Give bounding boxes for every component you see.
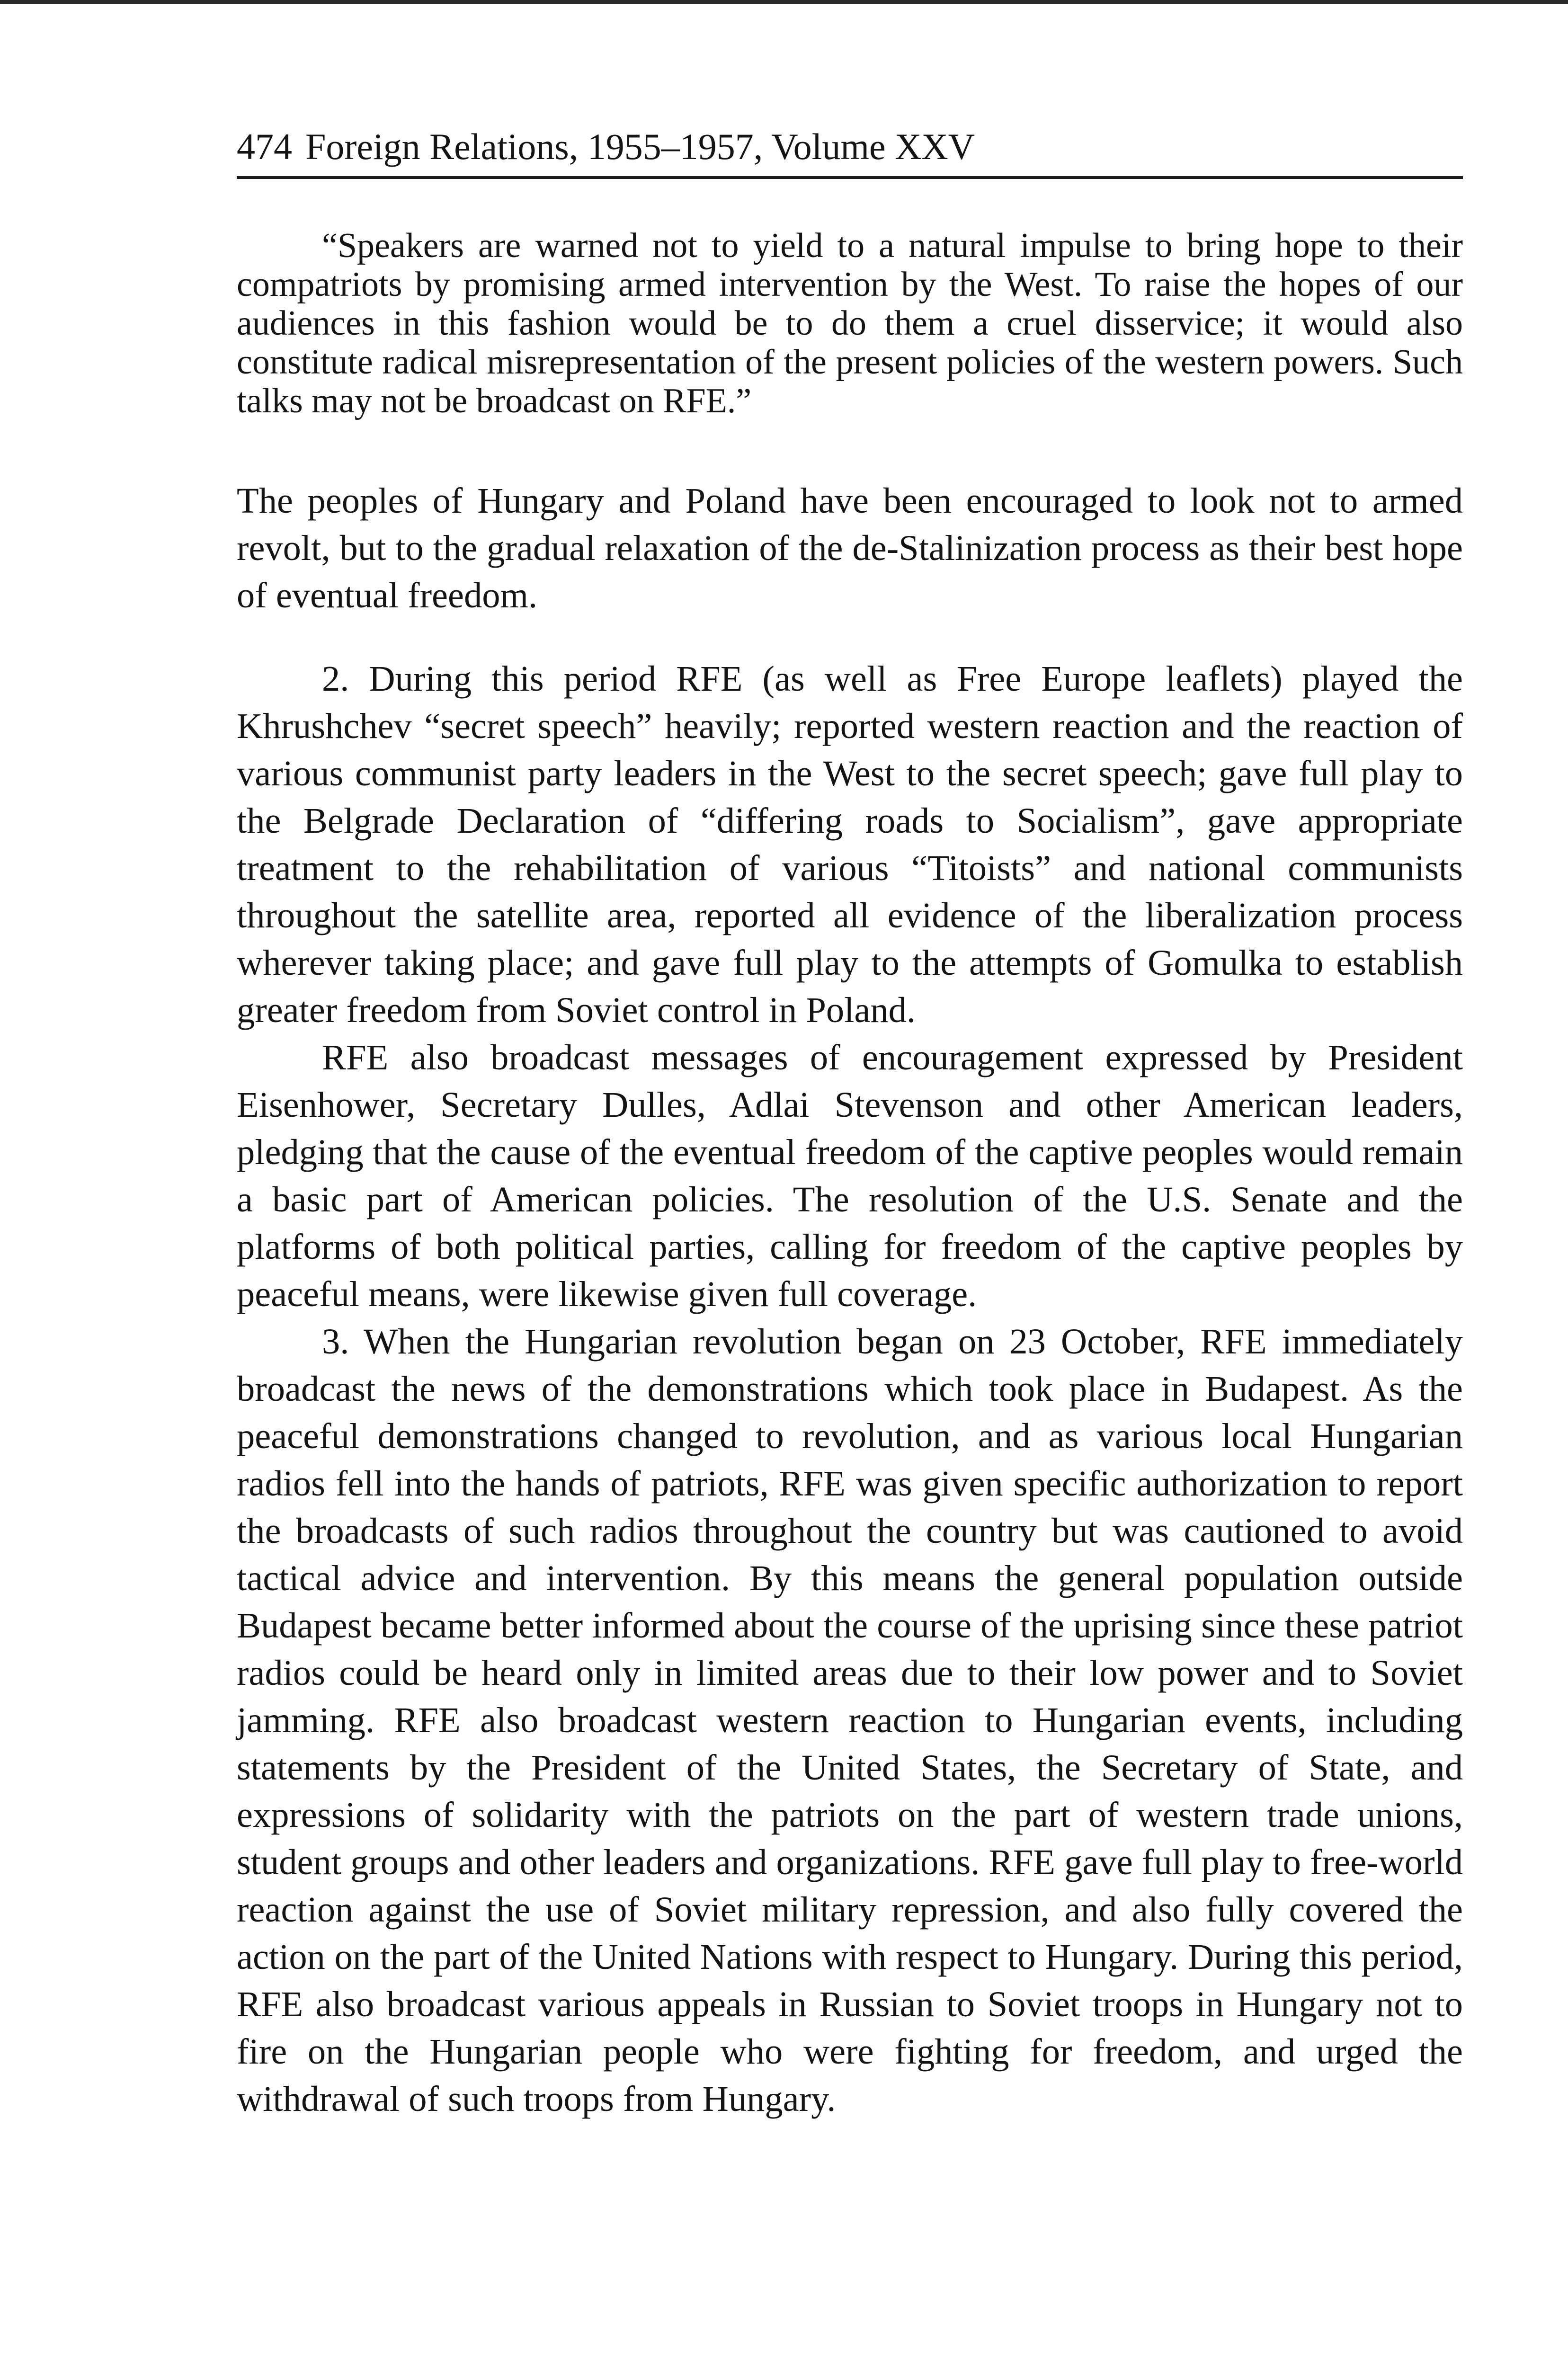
paragraph-1: The peoples of Hungary and Poland have been encouraged to look not to armed revolt, but to the gradual relaxation of the de-Stalinization process as their best hope of eventual freedom. bbox=[237, 481, 1463, 615]
page-number: 474 bbox=[237, 126, 292, 167]
paragraph-2: 2. During this period RFE (as well as Free Europe leaflets) played the Khrushchev “secret speech” heavily; reported western reaction and the reaction of various communist party leaders in the West to the secret speech; gave full play to the Belgrade Declaration of “differing roads to Socialism”, gave appropriate treatment to the rehabilitation of various “Titoists” and national communists throughout the satellite area, reported all evidence of the liberalization process wherever taking place; and gave full play to the attempts of Gomulka to establish greater freedom from Soviet control in Poland. bbox=[237, 658, 1463, 1030]
block-quote: “Speakers are warned not to yield to a natural impulse to bring hope to their compatriots by promising armed intervention by the West. To raise the hopes of our audiences in this fashion would be to do them a cruel disservice; it would also constitute radical misrepresentation of the present policies of the western powers. Such talks may not be broadcast on RFE.” bbox=[237, 226, 1463, 420]
running-title: Foreign Relations, 1955–1957, Volume XXV bbox=[305, 126, 975, 167]
document-page bbox=[237, 124, 1463, 2123]
running-header bbox=[237, 124, 1463, 179]
page-top-edge-rule bbox=[0, 0, 1568, 4]
paragraph-4: 3. When the Hungarian revolution began on 23 October, RFE immediately broadcast the news of the demonstrations which took place in Budapest. As the peaceful demonstrations changed to revolution, and as various local Hungarian radios fell into the hands of patriots, RFE was given specific authorization to report the broadcasts of such radios throughout the country but was cautioned to avoid tactical advice and intervention. By this means the general population outside Budapest became better informed about the course of the uprising since these patriot radios could be heard only in limited areas due to their low power and to Soviet jamming. RFE also broadcast western reaction to Hungarian events, including statements by the President of the United States, the Secretary of State, and expressions of solidarity with the patriots on the part of western trade unions, student groups and other leaders and organizations. RFE gave full play to free-world reaction against the use of Soviet military repression, and also fully covered the action on the part of the United Nations with respect to Hungary. During this period, RFE also broadcast various appeals in Russian to Soviet troops in Hungary not to fire on the Hungarian people who were fighting for freedom, and urged the withdrawal of such troops from Hungary. bbox=[237, 1321, 1463, 2119]
paragraph-3: RFE also broadcast messages of encouragement expressed by President Eisenhower, Secretary Dulles, Adlai Stevenson and other American leaders, pledging that the cause of the eventual freedom of the captive peoples would remain a basic part of American policies. The resolution of the U.S. Senate and the platforms of both political parties, calling for freedom of the captive peoples by peaceful means, were likewise given full coverage. bbox=[237, 1037, 1463, 1314]
